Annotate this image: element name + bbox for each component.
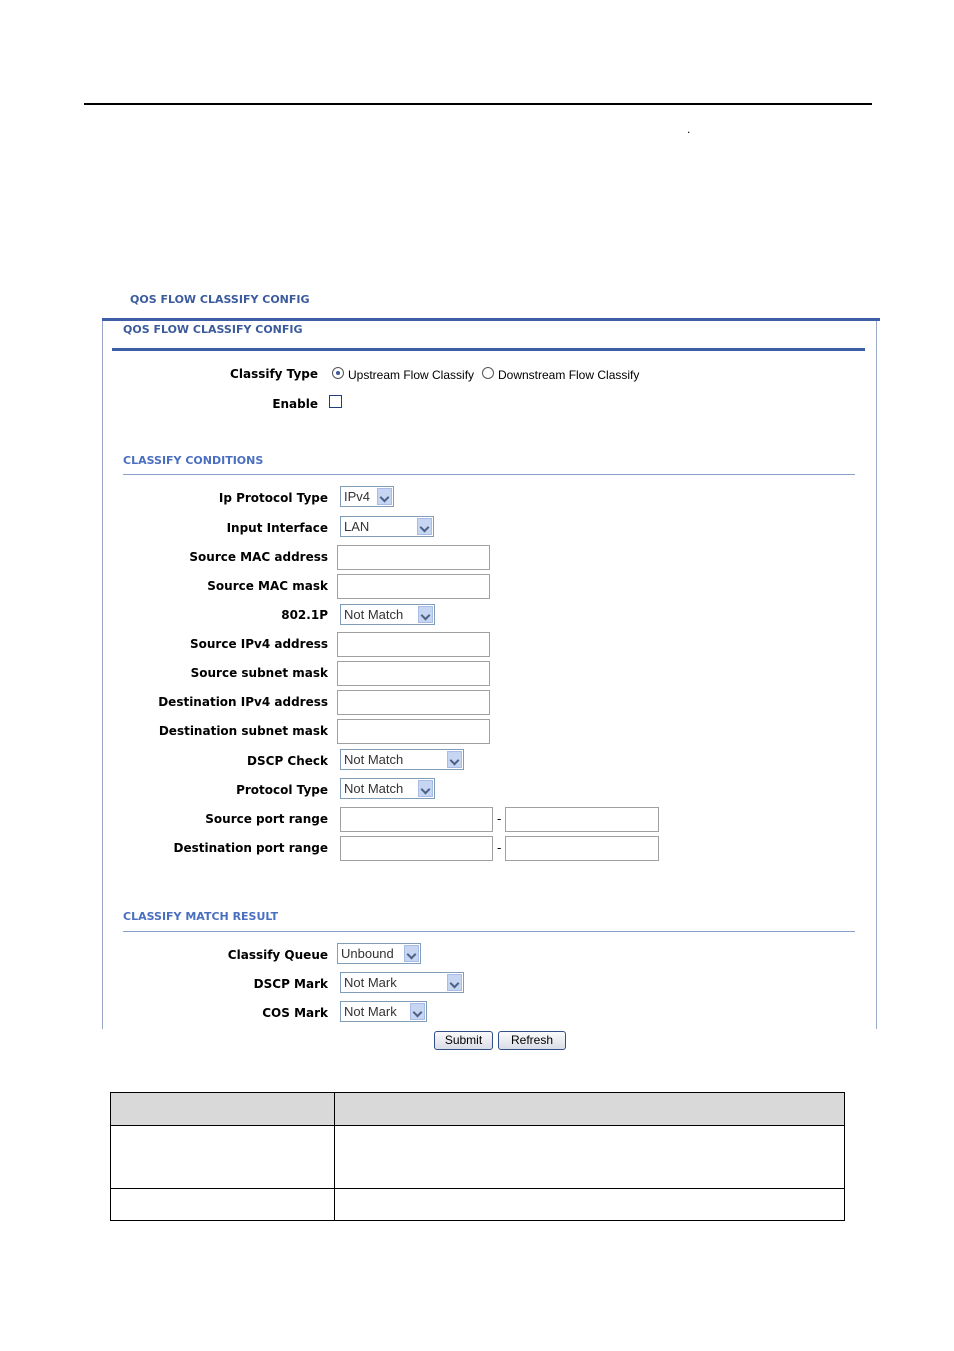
destination-port-range-separator: - [497,841,502,855]
dot1p-label: 802.1P [281,608,328,622]
source-port-end-input[interactable] [505,807,659,832]
destination-port-start-input[interactable] [340,836,493,861]
cos-mark-label: COS Mark [262,1006,328,1020]
protocol-type-value: Not Match [344,781,404,796]
source-port-start-input[interactable] [340,807,493,832]
conditions-rule [123,474,855,475]
protocol-type-label: Protocol Type [236,783,328,797]
classify-queue-select[interactable] [337,943,421,964]
input-interface-value: LAN [344,519,370,534]
period-mark: . [687,122,691,136]
destination-ipv4-address-input[interactable] [337,690,490,715]
destination-subnet-mask-input[interactable] [337,719,490,744]
refresh-button[interactable]: Refresh [498,1031,566,1050]
dscp-check-select[interactable] [340,749,464,770]
source-subnet-mask-input[interactable] [337,661,490,686]
cos-mark-select[interactable] [340,1001,427,1022]
title-rule [102,318,880,321]
source-ipv4-address-input[interactable] [337,632,490,657]
protocol-type-select[interactable] [340,778,435,799]
conditions-title: CLASSIFY CONDITIONS [123,454,264,467]
dot1p-value: Not Match [344,607,404,622]
chevron-down-icon [404,945,419,962]
table-row-divider [111,1125,844,1126]
classify-queue-value: Unbound [341,946,394,961]
destination-ipv4-address-label: Destination IPv4 address [158,695,328,709]
submit-button[interactable]: Submit [434,1031,493,1050]
table-row-divider [111,1188,844,1189]
source-mac-address-label: Source MAC address [189,550,328,564]
downstream-radio-label: Downstream Flow Classify [498,368,640,382]
chevron-down-icon [417,518,432,535]
chevron-down-icon [418,780,433,797]
input-interface-label: Input Interface [226,521,328,535]
outer-title: QOS FLOW CLASSIFY CONFIG [130,293,310,306]
chevron-down-icon [410,1003,425,1020]
dscp-check-label: DSCP Check [247,754,328,768]
panel-right-border [876,321,877,1029]
upstream-radio[interactable] [332,367,344,379]
description-table [110,1092,845,1221]
upstream-radio-label: Upstream Flow Classify [348,368,475,382]
source-mac-mask-input[interactable] [337,574,490,599]
source-subnet-mask-label: Source subnet mask [190,666,328,680]
inner-title: QOS FLOW CLASSIFY CONFIG [123,323,303,336]
enable-checkbox[interactable] [329,395,342,408]
inner-title-rule [112,348,865,351]
destination-subnet-mask-label: Destination subnet mask [158,724,328,738]
source-mac-mask-label: Source MAC mask [207,579,328,593]
classify-queue-label: Classify Queue [227,948,328,962]
dscp-mark-select[interactable] [340,972,464,993]
ip-protocol-type-select[interactable] [340,486,394,507]
dot1p-select[interactable] [340,604,435,625]
match-result-rule [123,931,855,932]
source-ipv4-address-label: Source IPv4 address [189,637,328,651]
ip-protocol-type-label: Ip Protocol Type [218,491,328,505]
cos-mark-value: Not Mark [344,1004,397,1019]
table-column-divider [334,1093,335,1220]
dscp-check-value: Not Match [344,752,404,767]
destination-port-range-label: Destination port range [173,841,328,855]
enable-label: Enable [272,397,318,411]
header-rule [84,103,872,105]
panel-left-border [102,321,103,1029]
chevron-down-icon [418,606,433,623]
ip-protocol-type-value: IPv4 [344,489,371,504]
chevron-down-icon [447,974,462,991]
dscp-mark-value: Not Mark [344,975,397,990]
source-port-range-separator: - [497,812,502,826]
chevron-down-icon [377,488,392,505]
downstream-radio[interactable] [482,367,494,379]
match-result-title: CLASSIFY MATCH RESULT [123,910,279,923]
dscp-mark-label: DSCP Mark [253,977,328,991]
source-port-range-label: Source port range [205,812,328,826]
classify-type-label: Classify Type [230,367,318,381]
destination-port-end-input[interactable] [505,836,659,861]
chevron-down-icon [447,751,462,768]
input-interface-select[interactable] [340,516,434,537]
source-mac-address-input[interactable] [337,545,490,570]
